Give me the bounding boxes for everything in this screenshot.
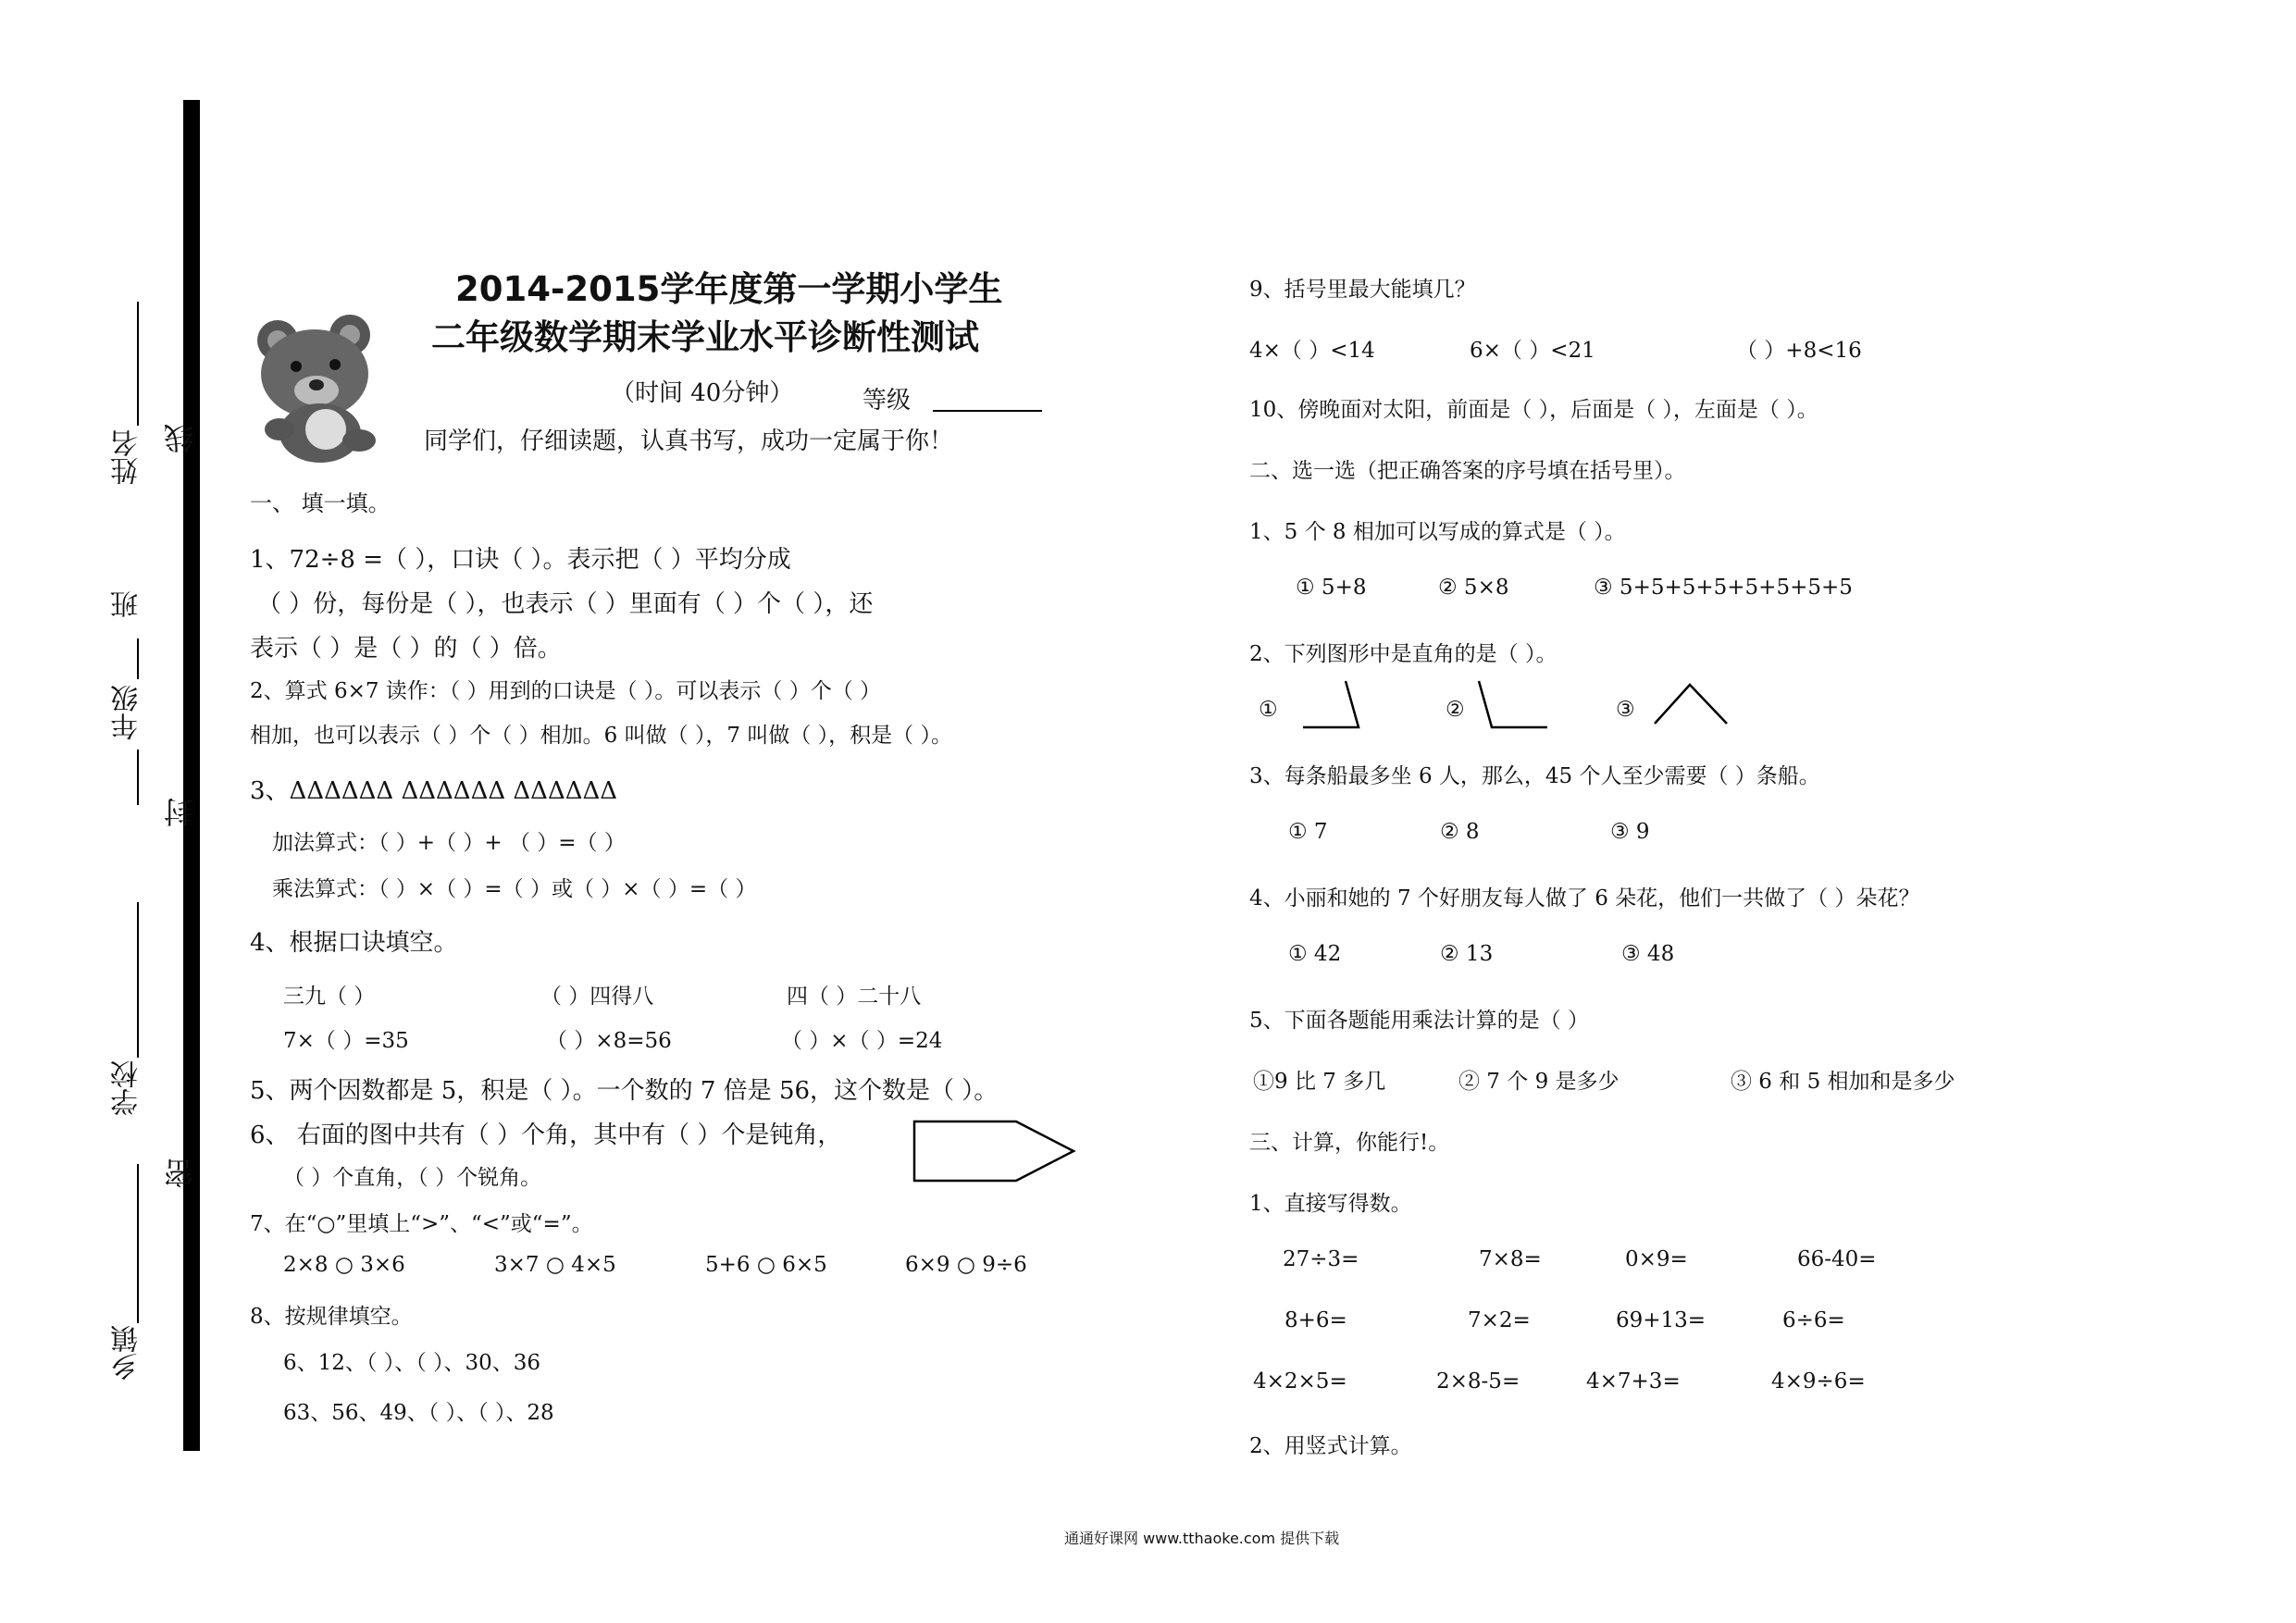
class-label: 班 xyxy=(111,590,143,618)
s2q4: 4、小丽和她的 7 个好朋友每人做了 6 朵花，他们一共做了（ ）朵花？ xyxy=(1249,886,1920,911)
s2q4-c: ③ 48 xyxy=(1621,942,1675,966)
q7-c: 5+6 ○ 6×5 xyxy=(705,1253,827,1277)
q4-r1c2: （ ）四得八 xyxy=(540,985,654,1009)
s2q2: 2、下列图形中是直角的是（ ）。 xyxy=(1249,642,1558,666)
calc-r3-3: 4×7+3= xyxy=(1586,1369,1681,1394)
q8-line2: 63、56、49、（ ）、（ ）、28 xyxy=(283,1401,554,1425)
calc-r1-3: 0×9= xyxy=(1625,1247,1688,1271)
s2q5-b: ② 7 个 9 是多少 xyxy=(1458,1070,1620,1094)
grade-blank-line xyxy=(933,410,1042,412)
s2q2-c: ③ xyxy=(1616,698,1635,722)
q1-line3: 表示（ ）是（ ）的（ ）倍。 xyxy=(250,635,562,663)
q9-a: 4×（ ）<14 xyxy=(1249,339,1375,363)
s2q3: 3、每条船最多坐 6 人，那么，45 个人至少需要（ ）条船。 xyxy=(1249,764,1820,788)
angle-shape-c xyxy=(1653,681,1731,727)
section-3-heading: 三、计算，你能行!。 xyxy=(1249,1131,1450,1155)
q6-line1: 6、 右面的图中共有（ ）个角，其中有（ ）个是钝角， xyxy=(250,1121,842,1149)
q3-triangles: 3、ΔΔΔΔΔΔ ΔΔΔΔΔΔ ΔΔΔΔΔΔ xyxy=(250,777,618,805)
calc-r2-1: 8+6= xyxy=(1285,1308,1347,1332)
q2-line2: 相加，也可以表示（ ）个（ ）相加。6 叫做（ ），7 叫做（ ），积是（ ）。 xyxy=(250,724,952,748)
q4-r2c1: 7×（ ）=35 xyxy=(283,1029,409,1053)
q8-title: 8、按规律填空。 xyxy=(250,1305,413,1329)
q10: 10、傍晚面对太阳，前面是（ ），后面是（ ），左面是（ ）。 xyxy=(1249,398,1818,422)
calc-r3-2: 2×8-5= xyxy=(1436,1369,1520,1394)
s2q1: 1、5 个 8 相加可以写成的算式是（ ）。 xyxy=(1249,520,1626,544)
school-label: 学校 xyxy=(111,1060,143,1116)
calc-r1-4: 66-40= xyxy=(1797,1247,1877,1271)
name-label: 姓名 xyxy=(111,429,143,485)
s2q4-a: ① 42 xyxy=(1288,942,1342,966)
binding-bar xyxy=(183,100,200,1451)
s2q1-b: ② 5×8 xyxy=(1438,576,1509,600)
q8-line1: 6、12、（ ）、（ ）、30、36 xyxy=(283,1351,541,1375)
s2q2-b: ② xyxy=(1446,698,1465,722)
grade-field-line xyxy=(137,750,139,805)
s2q3-c: ③ 9 xyxy=(1610,820,1650,844)
page-title-line2: 二年级数学期末学业水平诊断性测试 xyxy=(431,317,979,357)
q2-line1: 2、算式 6×7 读作：（ ）用到的口诀是（ ）。可以表示（ ）个（ ） xyxy=(250,679,882,703)
q9-title: 9、括号里最大能填几？ xyxy=(1249,278,1476,302)
s3q2: 2、用竖式计算。 xyxy=(1249,1434,1412,1458)
calc-r2-3: 69+13= xyxy=(1616,1308,1706,1332)
grade-level-label: 年级 xyxy=(111,685,143,740)
q4-title: 4、根据口诀填空。 xyxy=(250,929,458,957)
s2q5: 5、下面各题能用乘法计算的是（ ） xyxy=(1249,1009,1589,1033)
calc-r2-4: 6÷6= xyxy=(1782,1308,1845,1332)
q3-addition: 加法算式：（ ）+（ ）+ （ ）=（ ） xyxy=(272,831,626,855)
section-2-heading: 二、选一选（把正确答案的序号填在括号里）。 xyxy=(1249,459,1686,483)
q7-d: 6×9 ○ 9÷6 xyxy=(905,1253,1027,1277)
q7-title: 7、在“○”里填上“>”、“<”或“=”。 xyxy=(250,1212,593,1236)
s2q2-a: ① xyxy=(1259,698,1278,722)
q4-r2c2: （ ）×8=56 xyxy=(546,1029,672,1053)
pentagon-shape xyxy=(912,1120,1079,1184)
s2q1-a: ① 5+8 xyxy=(1296,576,1367,600)
s2q5-c: ③ 6 和 5 相加和是多少 xyxy=(1731,1070,1955,1094)
town-field-line xyxy=(137,1164,139,1323)
calc-r3-4: 4×9÷6= xyxy=(1771,1369,1866,1394)
q7-b: 3×7 ○ 4×5 xyxy=(494,1253,616,1277)
q1-line1: 1、72÷8 =（ ），口诀（ ）。表示把（ ）平均分成 xyxy=(250,546,791,574)
seal-xian: 线 xyxy=(163,424,198,453)
page-title-line1: 2014-2015学年度第一学期小学生 xyxy=(455,269,1003,309)
s2q5-a: ①9 比 7 多几 xyxy=(1253,1070,1386,1094)
q5: 5、两个因数都是 5，积是（ ）。一个数的 7 倍是 56，这个数是（ ）。 xyxy=(250,1077,999,1105)
calc-r2-2: 7×2= xyxy=(1468,1308,1531,1332)
q4-r1c3: 四（ ）二十八 xyxy=(787,985,922,1009)
seal-mi: 密 xyxy=(163,1158,198,1188)
s2q3-b: ② 8 xyxy=(1440,820,1480,844)
grade-label: 等级 xyxy=(863,387,912,415)
calc-r3-1: 4×2×5= xyxy=(1253,1369,1347,1394)
angle-shape-a xyxy=(1301,679,1366,731)
class-field-line xyxy=(137,638,139,679)
angle-shape-b xyxy=(1475,679,1549,731)
slogan: 同学们，仔细读题，认真书写，成功一定属于你！ xyxy=(424,427,954,455)
school-field-line xyxy=(137,902,139,1058)
calc-r1-1: 27÷3= xyxy=(1283,1247,1359,1271)
section-1-heading: 一、 填一填。 xyxy=(250,490,391,516)
footer-credit: 通通好课网 www.tthaoke.com 提供下载 xyxy=(1064,1530,1340,1547)
q9-b: 6×（ ）<21 xyxy=(1470,339,1595,363)
q3-multiplication: 乘法算式：（ ）×（ ）=（ ）或（ ）×（ ）=（ ） xyxy=(272,877,757,901)
q1-line2: （ ）份，每份是（ ），也表示（ ）里面有（ ）个（ ），还 xyxy=(257,590,874,618)
town-label: 乡镇 xyxy=(111,1325,143,1381)
seal-feng: 封 xyxy=(163,798,198,827)
calc-r1-2: 7×8= xyxy=(1479,1247,1542,1271)
time-note: （时间 40分钟） xyxy=(611,379,794,407)
s2q1-c: ③ 5+5+5+5+5+5+5+5 xyxy=(1594,576,1853,600)
name-field-line xyxy=(137,302,139,426)
s2q4-b: ② 13 xyxy=(1440,942,1494,966)
s3q1: 1、直接写得数。 xyxy=(1249,1192,1412,1216)
s2q3-a: ① 7 xyxy=(1288,820,1328,844)
q7-a: 2×8 ○ 3×6 xyxy=(283,1253,405,1277)
q4-r2c3: （ ）×（ ）=24 xyxy=(781,1029,943,1053)
bear-mascot-icon xyxy=(242,313,391,459)
q6-line2: （ ）个直角，（ ）个锐角。 xyxy=(283,1166,542,1190)
q9-c: （ ）+8<16 xyxy=(1736,339,1862,363)
q4-r1c1: 三九（ ） xyxy=(283,985,376,1009)
